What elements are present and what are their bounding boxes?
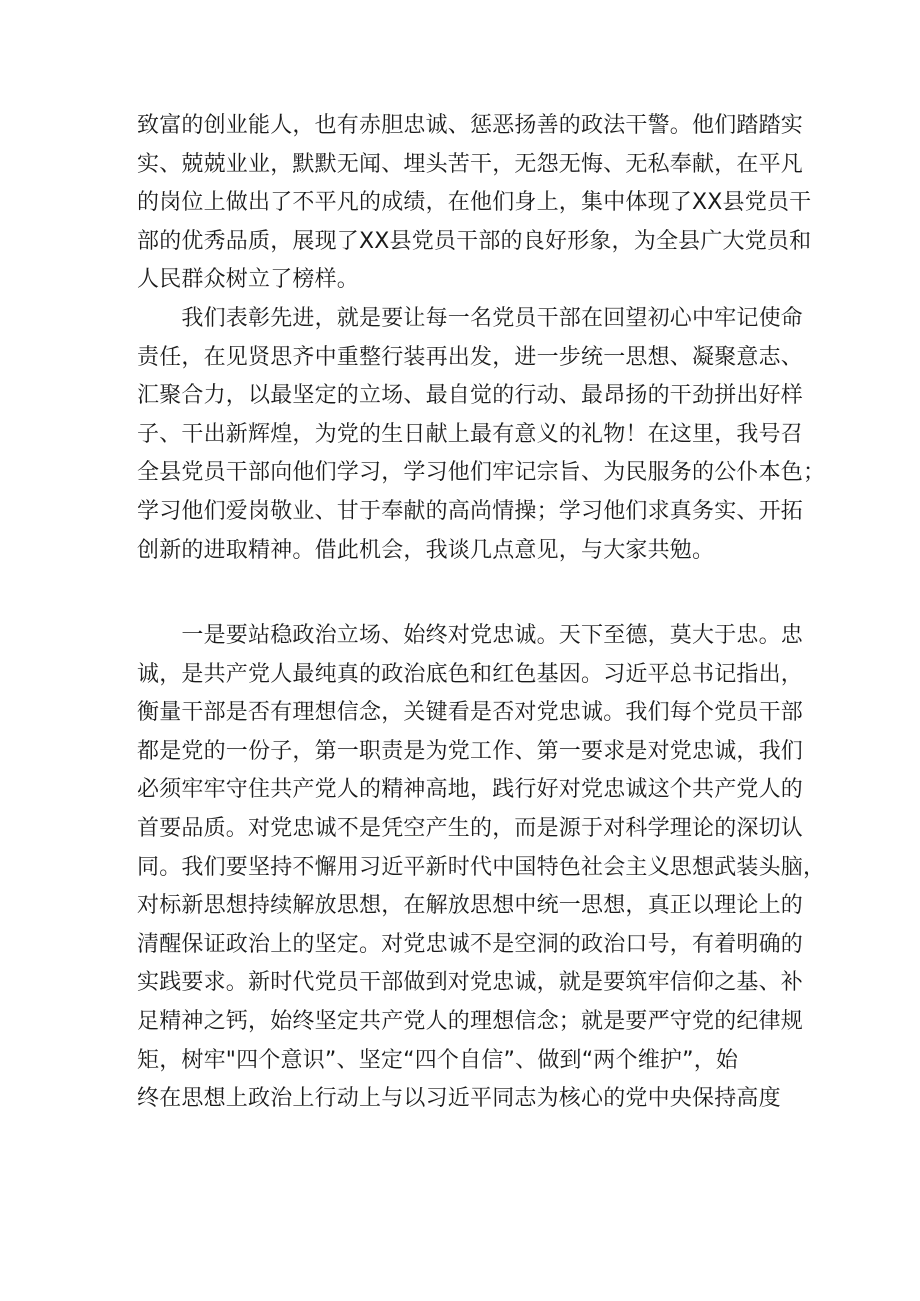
text-line: 衡量干部是否有理想信念，关键看是否对党忠诚。我们每个党员干部 xyxy=(137,700,804,726)
text-line: 诚，是共产党人最纯真的政治底色和红色基因。习近平总书记指出， xyxy=(137,661,804,687)
text-line: 责任，在见贤思齐中重整行装再出发，进一步统一思想、凝聚意志、 xyxy=(137,344,804,370)
text-line: 清醒保证政治上的坚定。对党忠诚不是空洞的政治口号，有着明确的 xyxy=(137,931,804,957)
text-line: 实践要求。新时代党员干部做到对党忠诚，就是要筑牢信仰之基、补 xyxy=(137,970,804,996)
text-line: 同。我们要坚持不懈用习近平新时代中国特色社会主义思想武装头脑， xyxy=(137,854,826,880)
text-line: 人民群众树立了榜样。 xyxy=(137,267,360,293)
text-line: 矩，树牢"四个意识”、坚定“四个自信”、做到“两个维护”，始 xyxy=(137,1047,739,1073)
text-line: 汇聚合力，以最坚定的立场、最自觉的行动、最昂扬的干劲拼出好样 xyxy=(137,383,804,409)
paragraph-2 xyxy=(137,300,826,570)
text-line: 全县党员干部向他们学习，学习他们牢记宗旨、为民服务的公仆本色； xyxy=(137,460,826,486)
text-line: 致富的创业能人，也有赤胆忠诚、惩恶扬善的政法干警。他们踏踏实 xyxy=(137,113,804,138)
paragraph-1 xyxy=(137,107,812,300)
text-line: 一是要站稳政治立场、始终对党忠诚。天下至德，莫大于忠。忠 xyxy=(137,623,804,648)
text-line: 必须牢牢守住共产党人的精神高地，践行好对党忠诚这个共产党人的 xyxy=(137,777,804,803)
text-line: 子、干出新辉煌，为党的生日献上最有意义的礼物！在这里，我号召 xyxy=(137,421,804,447)
text-line: 的岗位上做出了不平凡的成绩，在他们身上，集中体现了XX县党员干 xyxy=(137,190,812,216)
text-line: 足精神之钙，始终坚定共产党人的理想信念；就是要严守党的纪律规 xyxy=(137,1008,804,1034)
text-line: 首要品质。对党忠诚不是凭空产生的，而是源于对科学理论的深切认 xyxy=(137,815,804,841)
text-line: 创新的进取精神。借此机会，我谈几点意见，与大家共勉。 xyxy=(137,537,715,563)
text-line: 学习他们爱岗敬业、甘于奉献的高尚情操；学习他们求真务实、开拓 xyxy=(137,498,804,524)
text-line: 都是党的一份子，第一职责是为党工作、第一要求是对党忠诚，我们 xyxy=(137,738,804,764)
text-line: 部的优秀品质，展现了XX县党员干部的良好形象，为全县广大党员和 xyxy=(137,228,812,254)
text-line: 我们表彰先进，就是要让每一名党员干部在回望初心中牢记使命 xyxy=(137,306,804,331)
paragraph-3 xyxy=(137,617,826,1119)
text-line: 终在思想上政治上行动上与以习近平同志为核心的党中央保持高度 xyxy=(137,1086,781,1112)
text-line: 对标新思想持续解放思想，在解放思想中统一思想，真正以理论上的 xyxy=(137,893,804,919)
text-line: 实、兢兢业业，默默无闻、埋头苦干，无怨无悔、无私奉献，在平凡 xyxy=(137,151,804,177)
